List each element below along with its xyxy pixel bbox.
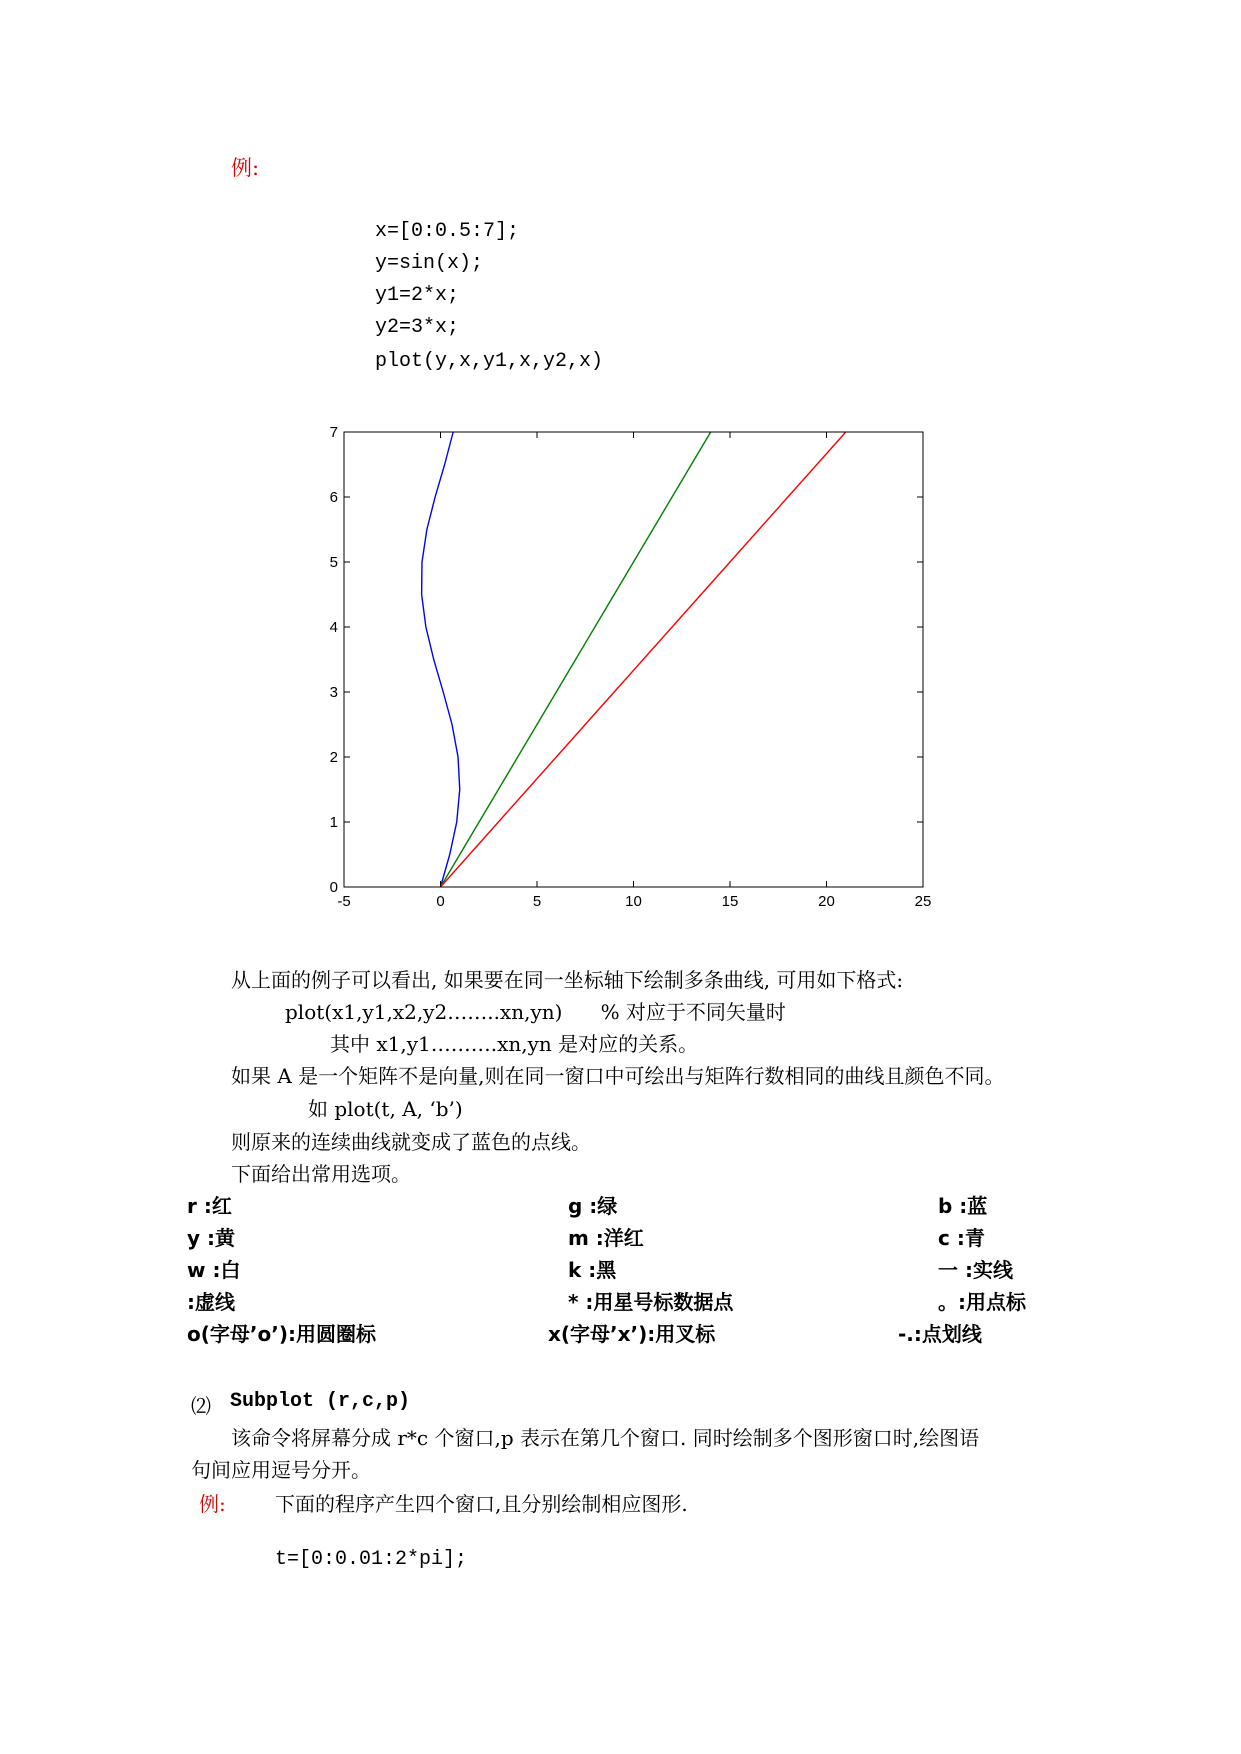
option-item: o(字母’o’):用圆圈标 [187,1322,376,1346]
option-item: 。:用点标 [938,1290,1026,1314]
x-tick-label: 20 [818,893,835,910]
option-item: y :黄 [187,1226,235,1250]
option-item: -.:点划线 [898,1322,982,1346]
x-tick-label: 5 [532,893,542,910]
paragraph: 如果 A 是一个矩阵不是向量,则在同一窗口中可绘出与矩阵行数相同的曲线且颜色不同。 [231,1064,1005,1088]
code-line: y=sin(x); [375,252,484,275]
y-tick-label: 4 [329,619,338,636]
plot-frame [344,432,923,887]
paragraph: 该命令将屏幕分成 r*c 个窗口,p 表示在第几个窗口. 同时绘制多个图形窗口时,绘图语 [231,1426,980,1450]
y-tick-label: 6 [329,489,338,506]
paragraph: 则原来的连续曲线就变成了蓝色的点线。 [231,1130,591,1154]
y-tick-label: 5 [329,554,338,571]
paragraph: 从上面的例子可以看出, 如果要在同一坐标轴下绘制多条曲线, 可用如下格式: [231,968,904,992]
paragraph: 句间应用逗号分开。 [191,1458,371,1482]
y-tick-label: 3 [329,684,338,701]
example-label: 例: [199,1492,226,1516]
option-item: g :绿 [568,1194,618,1218]
x-tick-label: 10 [625,893,642,910]
y-tick-label: 1 [329,814,338,831]
x-tick-label: -5 [337,893,351,910]
example-label: 例: [231,156,260,180]
paragraph: 其中 x1,y1……….xn,yn 是对应的关系。 [330,1032,699,1056]
option-item: x(字母’x’):用叉标 [548,1322,716,1346]
option-item: k :黑 [568,1258,617,1282]
line-chart [320,418,940,918]
option-item: r :红 [187,1194,232,1218]
paragraph: plot(x1,y1,x2,y2……..xn,yn) % 对应于不同矢量时 [285,1000,786,1024]
x-tick-label: 0 [436,893,445,910]
y-tick-label: 7 [329,424,338,441]
option-item: w :白 [187,1258,241,1282]
code-line: y1=2*x; [375,284,460,307]
paragraph: 下面给出常用选项。 [231,1162,411,1186]
section-number: ⑵ [191,1394,211,1418]
option-item: 一 :实线 [938,1258,1013,1282]
y-tick-label: 2 [329,749,338,766]
paragraph: 如 plot(t, A, ‘b’) [308,1097,463,1121]
y-tick-label: 0 [329,879,338,896]
x-tick-label: 25 [914,893,932,910]
code-line: plot(y,x,y1,x,y2,x) [375,350,604,373]
option-item: * :用星号标数据点 [568,1290,734,1314]
series-line-2 [441,432,846,887]
code-line: x=[0:0.5:7]; [375,220,520,243]
code-line: t=[0:0.01:2*pi]; [275,1548,468,1571]
option-item: m :洋红 [568,1226,644,1250]
section-heading: Subplot (r,c,p) [230,1390,411,1413]
option-item: b :蓝 [938,1194,988,1218]
option-item: :虚线 [187,1290,235,1314]
paragraph: 下面的程序产生四个窗口,且分别绘制相应图形. [275,1492,688,1516]
x-tick-label: 15 [721,893,739,910]
series-line-1 [441,432,711,887]
option-item: c :青 [938,1226,985,1250]
code-line: y2=3*x; [375,316,460,339]
series-line-0 [422,432,460,887]
